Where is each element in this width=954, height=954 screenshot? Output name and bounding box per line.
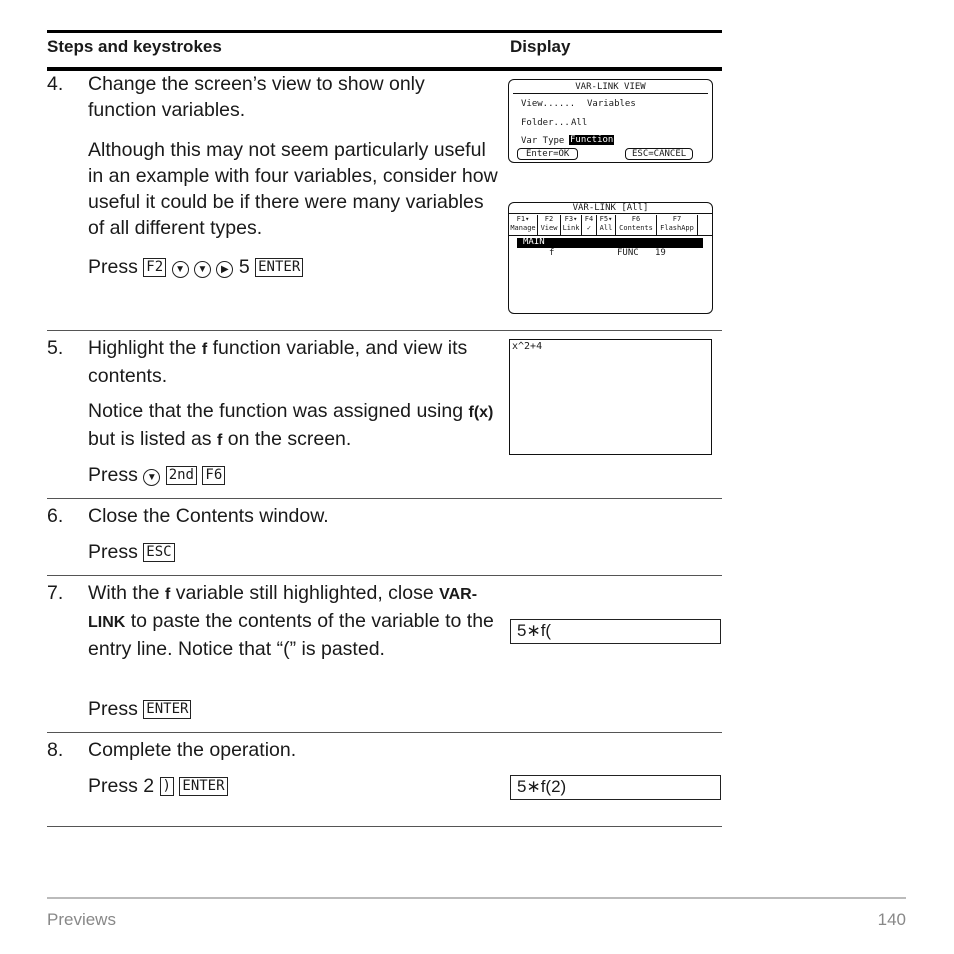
function-contents: x^2+4 (512, 341, 543, 352)
step-number: 4. (47, 73, 64, 95)
step8-instruction: Complete the operation. (88, 739, 297, 761)
tab-f4: F4 ✓ (582, 215, 597, 235)
step-number: 8. (47, 739, 64, 761)
tab-f6: F6 Contents (616, 215, 657, 235)
var-size: 19 (655, 248, 666, 258)
toolbar-tabs (509, 215, 712, 235)
footer-section: Previews (47, 910, 116, 929)
entry-line: 5∗f( (510, 619, 721, 644)
step-number: 6. (47, 505, 64, 527)
dialog-title: VAR-LINK VIEW (575, 82, 646, 92)
key-enter: ENTER (179, 777, 227, 796)
vartype-label: Var Type (521, 136, 565, 146)
view-label: View...... (521, 99, 576, 109)
bottom-rule (47, 826, 722, 827)
key-5: 5 (238, 256, 250, 278)
header-steps: Steps and keystrokes (47, 37, 222, 56)
divider (513, 93, 708, 94)
footer-rule (47, 897, 906, 899)
key-enter: ENTER (143, 700, 191, 719)
tab-f2: F2 View (538, 215, 561, 235)
key-esc: ESC (143, 543, 174, 562)
tab-f3: F3▾ Link (561, 215, 582, 235)
step-number: 7. (47, 582, 64, 604)
contents-screen (509, 339, 712, 455)
step6-press (88, 539, 175, 565)
step4-instruction: Change the screen’s view to show only function variables. (88, 73, 425, 121)
top-rule (47, 30, 722, 33)
step-divider (47, 330, 722, 331)
key-close-paren: ) (160, 777, 174, 796)
var-name: f (549, 248, 555, 258)
step7-press (88, 696, 191, 722)
folder-label: Folder... (521, 118, 570, 128)
header-display: Display (510, 37, 571, 56)
press-label: Press (88, 698, 138, 720)
var-link-view-dialog (508, 79, 713, 163)
step-divider (47, 575, 722, 576)
divider (509, 235, 712, 236)
entry-line: 5∗f(2) (510, 775, 721, 800)
step-divider (47, 498, 722, 499)
step5-note: Notice that the function was assigned using f(x) but is listed as f on the screen. (88, 400, 494, 450)
step5-instruction: Highlight the f function variable, and view its contents. (88, 337, 468, 387)
var-link-screen (508, 202, 713, 314)
step5-press (88, 462, 225, 488)
tab-f7: F7 FlashApp (657, 215, 698, 235)
press-label: Press (88, 541, 138, 563)
page-number: 140 (877, 910, 906, 929)
press-label: Press (88, 464, 138, 486)
step8-press (88, 773, 228, 799)
step4-press (88, 254, 303, 280)
down-arrow-icon: ▼ (143, 469, 160, 486)
key-2nd: 2nd (166, 466, 197, 485)
tab-f1: F1▾ Manage (509, 215, 538, 235)
key-f2: F2 (143, 258, 166, 277)
folder-main: MAIN (523, 237, 545, 247)
divider (509, 213, 712, 214)
step-number: 5. (47, 337, 64, 359)
enter-ok-button: Enter=OK (517, 148, 578, 160)
key-f6: F6 (202, 466, 225, 485)
var-type: FUNC (617, 248, 639, 258)
right-arrow-icon: ▶ (216, 261, 233, 278)
step-divider (47, 732, 722, 733)
step7-instruction: With the f variable still highlighted, close VAR-LINK to paste the contents of the variable to the entry line. Notice that “(” is pasted. (88, 582, 494, 660)
folder-value: All (571, 118, 588, 128)
down-arrow-icon: ▼ (172, 261, 189, 278)
esc-cancel-button: ESC=CANCEL (625, 148, 693, 160)
press-label: Press (88, 256, 138, 278)
key-enter: ENTER (255, 258, 303, 277)
varlink-title: VAR-LINK [All] (572, 203, 649, 213)
vartype-value: Function (570, 135, 614, 145)
step6-instruction: Close the Contents window. (88, 505, 329, 527)
step4-note: Although this may not seem particularly useful in an example with four variables, consider how useful it could be if there were many variables of all different types. (88, 139, 498, 239)
view-value: Variables (587, 99, 636, 109)
folder-highlight (517, 238, 703, 248)
down-arrow-icon: ▼ (194, 261, 211, 278)
tab-f5: F5▾ All (597, 215, 616, 235)
press-label: Press 2 (88, 775, 155, 797)
